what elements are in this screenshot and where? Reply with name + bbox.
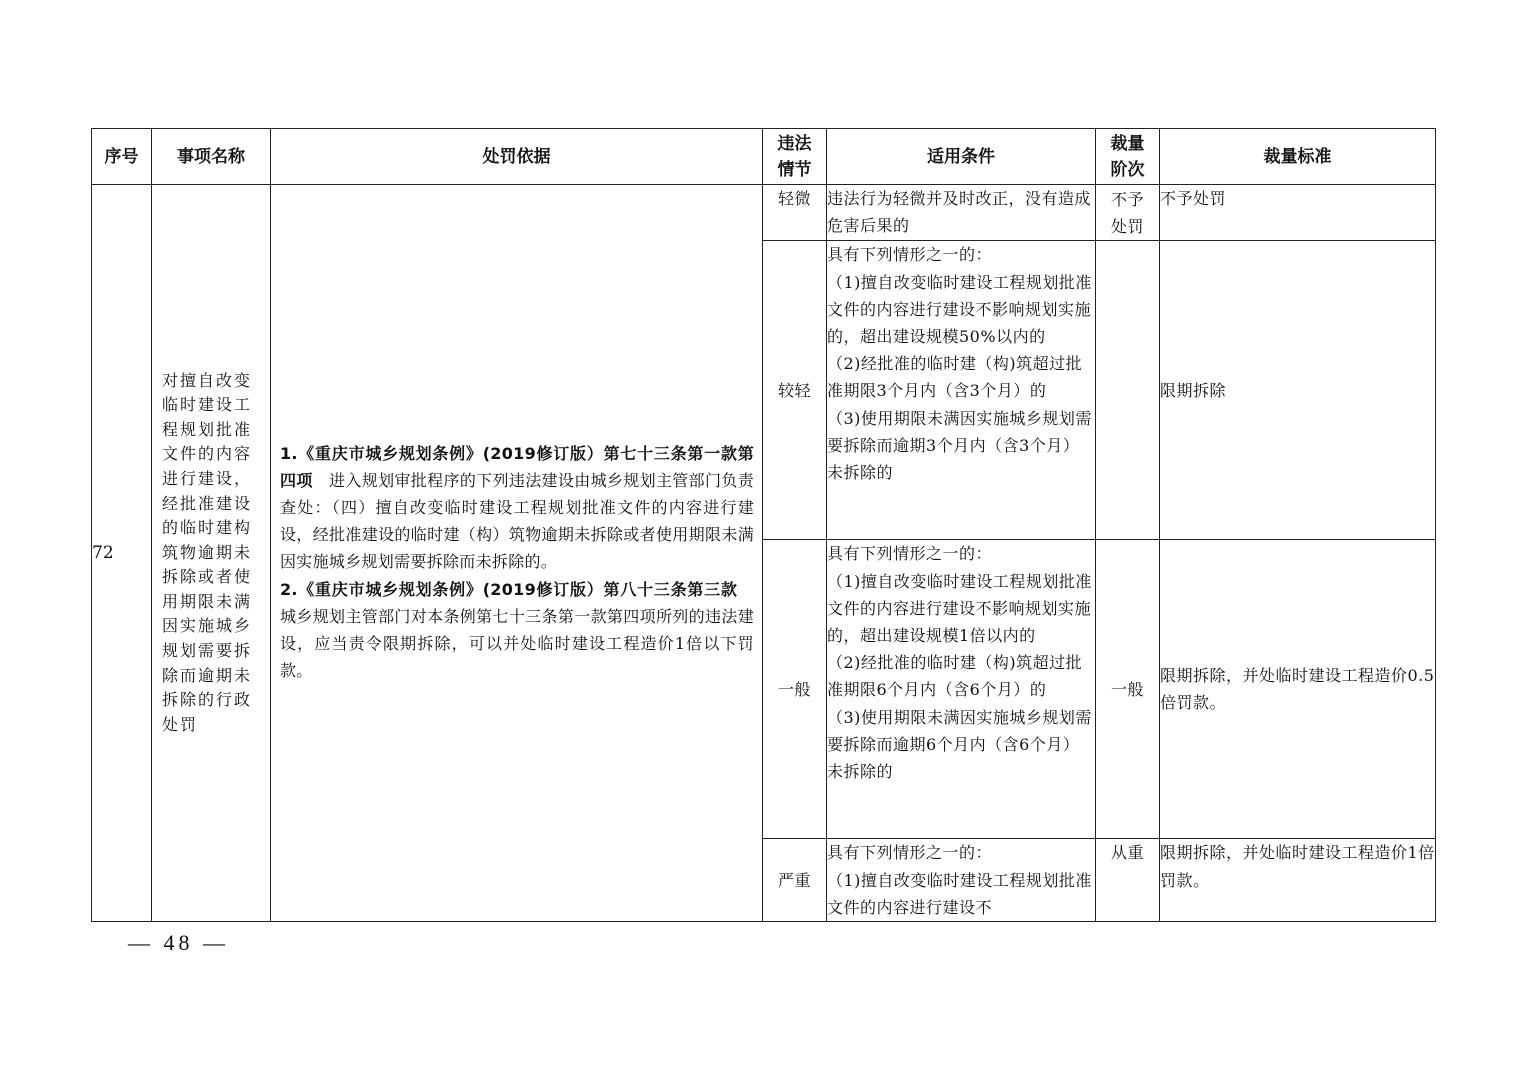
page-number: — 48 — xyxy=(128,930,229,955)
standard-serious: 限期拆除，并处临时建设工程造价1倍罚款。 xyxy=(1160,839,1436,922)
conditions-serious: 具有下列情形之一的： （1)擅自改变临时建设工程规划批准文件的内容进行建设不 xyxy=(827,839,1096,922)
circumstance-serious: 严重 xyxy=(763,839,827,922)
basis-1-title: 1.《重庆市城乡规划条例》(2019修订版）第七十三条第一款第四项 xyxy=(280,443,754,490)
header-level: 裁量 阶次 xyxy=(1096,129,1160,185)
header-item: 事项名称 xyxy=(152,129,271,185)
circumstance-minor: 较轻 xyxy=(763,241,827,540)
conditions-slight: 违法行为轻微并及时改正，没有造成危害后果的 xyxy=(827,185,1096,241)
basis-1-text: 进入规划审批程序的下列违法建设由城乡规划主管部门负责查处：（四）擅自改变临时建设工程规划批准文件的内容进行建设，经批准建设的临时建（构）筑物逾期未拆除或者使用期限未满因实施城乡规划需要拆除而未拆除的。 xyxy=(280,470,754,572)
level-general: 一般 xyxy=(1096,540,1160,839)
header-standard: 裁量标准 xyxy=(1160,129,1436,185)
row-basis-cell xyxy=(271,185,763,922)
row-item-name: 对擅自改变临时建设工程规划批准文件的内容进行建设，经批准建设的临时建构筑物逾期未拆除或者使用期限未满因实施城乡规划需要拆除而逾期未拆除的行政处罚 xyxy=(162,370,253,734)
header-circumstance: 违法 情节 xyxy=(763,129,827,185)
circumstance-slight: 轻微 xyxy=(763,185,827,241)
standard-general: 限期拆除，并处临时建设工程造价0.5倍罚款。 xyxy=(1160,540,1436,839)
basis-2-title: 2.《重庆市城乡规划条例》(2019修订版）第八十三条第三款 xyxy=(280,579,738,599)
table-row xyxy=(92,185,1436,241)
header-basis: 处罚依据 xyxy=(271,129,763,185)
row-item-cell xyxy=(152,185,271,922)
row-seq: 72 xyxy=(92,185,152,922)
circumstance-general: 一般 xyxy=(763,540,827,839)
level-serious: 从重 xyxy=(1096,839,1160,922)
level-slight: 不予 处罚 xyxy=(1096,185,1160,241)
basis-2-text: 城乡规划主管部门对本条例第七十三条第一款第四项所列的违法建设，应当责令限期拆除，可以并处临时建设工程造价1倍以下罚款。 xyxy=(280,579,754,681)
conditions-minor: 具有下列情形之一的： （1)擅自改变临时建设工程规划批准文件的内容进行建设不影响规划实施的，超出建设规模50%以内的 （2)经批准的临时建（构)筑超过批准期限3个月内（含3个月）的 （3)使用期限未满因实施城乡规划需要拆除而逾期3个月内（含3个月）未拆除的 xyxy=(827,241,1096,540)
standard-slight: 不予处罚 xyxy=(1160,185,1436,241)
standard-minor: 限期拆除 xyxy=(1160,241,1436,540)
header-seq: 序号 xyxy=(92,129,152,185)
row-basis xyxy=(271,422,762,685)
level-minor xyxy=(1096,241,1160,540)
conditions-general: 具有下列情形之一的： （1)擅自改变临时建设工程规划批准文件的内容进行建设不影响规划实施的，超出建设规模1倍以内的 （2)经批准的临时建（构)筑超过批准期限6个月内（含6个月）的 （3)使用期限未满因实施城乡规划需要拆除而逾期6个月内（含6个月）未拆除的 xyxy=(827,540,1096,839)
header-conditions: 适用条件 xyxy=(827,129,1096,185)
penalty-table xyxy=(91,128,1436,922)
header-row xyxy=(92,129,1436,185)
